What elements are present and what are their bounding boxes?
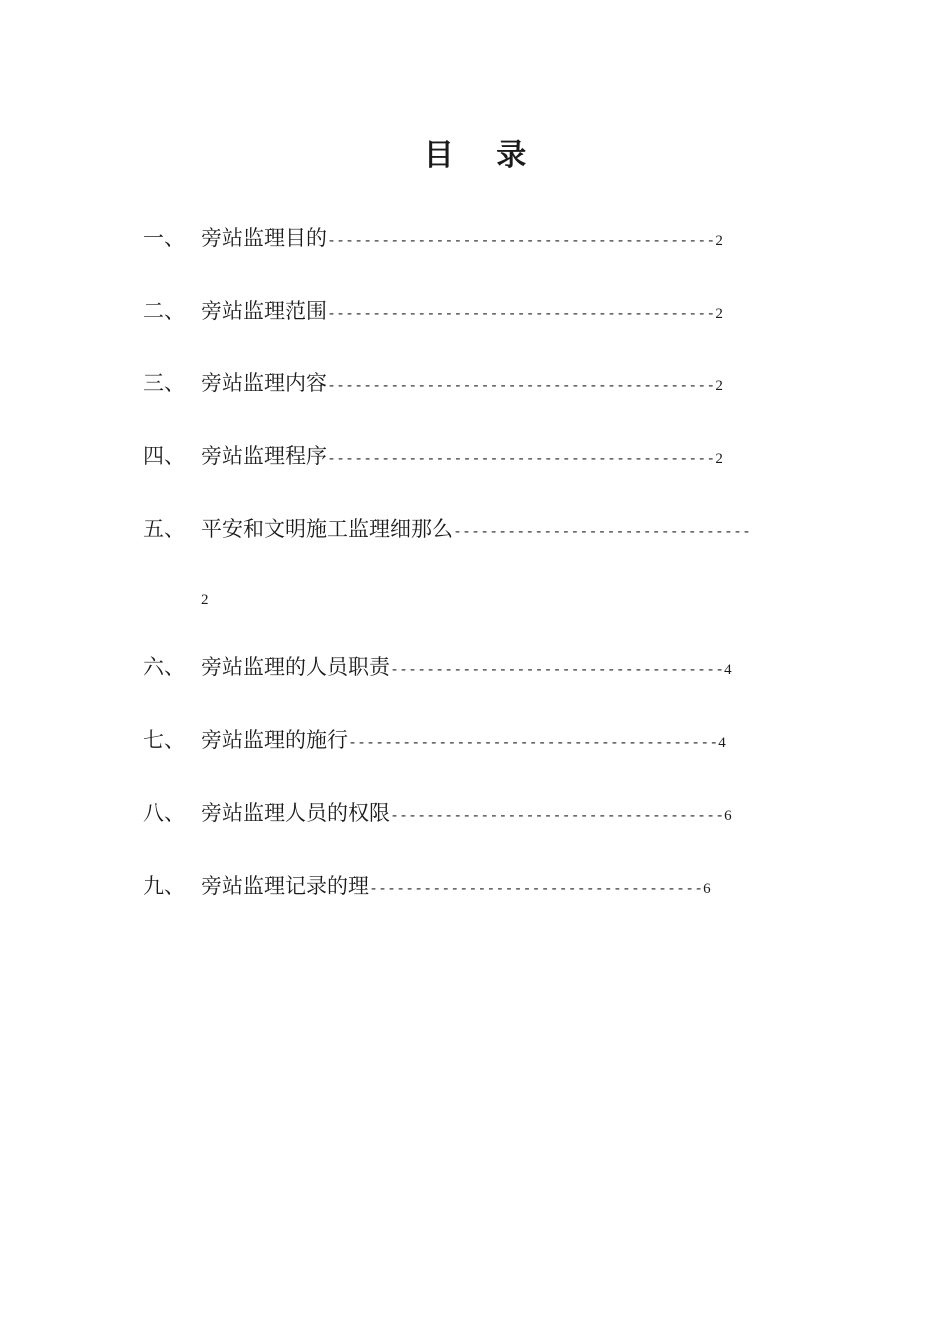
toc-entry-1[interactable] — [143, 222, 723, 254]
toc-entry-label: 旁站监理的施行 — [201, 728, 348, 752]
toc-dot-leader: ------------------------------------- — [369, 879, 704, 897]
toc-entry-label: 旁站监理范围 — [201, 299, 327, 323]
toc-entry-number: 三、 — [143, 371, 185, 395]
toc-entry-label: 旁站监理的人员职责 — [201, 655, 390, 679]
toc-entry-4[interactable] — [143, 440, 723, 472]
toc-entry-number: 五、 — [143, 517, 185, 541]
toc-dot-leader: ------------------------------------------- — [327, 304, 716, 322]
toc-entry-number: 七、 — [143, 728, 185, 752]
toc-page-number: 2 — [715, 233, 723, 249]
toc-entry-number: 四、 — [143, 444, 185, 468]
toc-entry-3[interactable] — [143, 367, 723, 399]
toc-entry-9[interactable] — [143, 870, 711, 902]
toc-entry-number: 二、 — [143, 299, 185, 323]
toc-page-number: 2 — [715, 306, 723, 322]
toc-dot-leader: --------------------------------- — [453, 522, 752, 540]
toc-entry-label: 平安和文明施工监理细那么 — [201, 517, 453, 541]
toc-page-number: 4 — [718, 735, 726, 751]
toc-entry-label: 旁站监理内容 — [201, 371, 327, 395]
toc-dot-leader: ------------------------------------------- — [327, 376, 716, 394]
toc-entry-label: 旁站监理程序 — [201, 444, 327, 468]
toc-dot-leader: ------------------------------------------- — [327, 231, 716, 249]
toc-entry-number: 八、 — [143, 801, 185, 825]
toc-page-number: 2 — [715, 451, 723, 467]
toc-entry-label: 旁站监理记录的理 — [201, 874, 369, 898]
toc-entry-5[interactable] — [143, 513, 751, 545]
toc-entry-7[interactable] — [143, 724, 726, 756]
toc-page-number: 6 — [724, 808, 732, 824]
toc-page-number: 2 — [201, 592, 209, 608]
toc-page-number: 4 — [724, 662, 732, 678]
toc-entry-number: 六、 — [143, 655, 185, 679]
toc-entry-number: 九、 — [143, 874, 185, 898]
toc-dot-leader: ----------------------------------------- — [348, 733, 719, 751]
toc-entry-8[interactable] — [143, 797, 732, 829]
toc-entry-2[interactable] — [143, 295, 723, 327]
toc-entry-number: 一、 — [143, 226, 185, 250]
toc-page-number: 6 — [703, 881, 711, 897]
toc-dot-leader: ------------------------------------- — [390, 660, 725, 678]
toc-entry-label: 旁站监理人员的权限 — [201, 801, 390, 825]
toc-dot-leader: ------------------------------------- — [390, 806, 725, 824]
page-title: 目 录 — [423, 138, 543, 173]
toc-page-number: 2 — [715, 378, 723, 394]
toc-dot-leader: ------------------------------------------- — [327, 449, 716, 467]
toc-entry-label: 旁站监理目的 — [201, 226, 327, 250]
toc-entry-6[interactable] — [143, 651, 732, 683]
